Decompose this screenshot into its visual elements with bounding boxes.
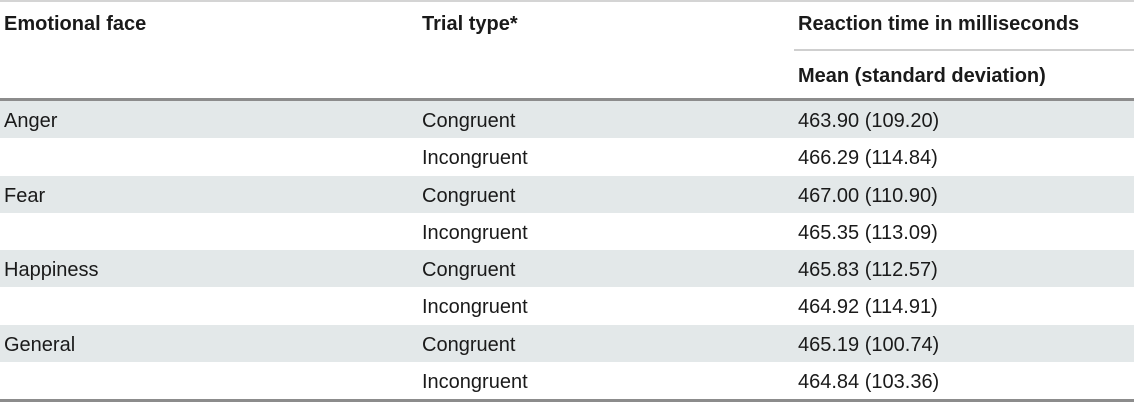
header-mean-sd: Mean (standard deviation): [798, 65, 1046, 87]
trial-type-cell: Congruent: [422, 333, 516, 356]
trial-type-cell: Incongruent: [422, 221, 528, 244]
top-divider: [0, 0, 1134, 2]
emotion-cell: Fear: [4, 184, 46, 207]
emotion-cell: General: [4, 333, 76, 356]
table-row: [0, 362, 1134, 399]
trial-type-cell: Congruent: [422, 184, 516, 207]
reaction-time-cell: 463.90 (109.20): [798, 110, 940, 132]
trial-type-cell: Incongruent: [422, 296, 528, 319]
header-spanner-divider: [794, 49, 1134, 51]
emotion-cell: Anger: [4, 110, 58, 132]
table-row: [0, 325, 1134, 362]
table-row: [0, 101, 1134, 138]
reaction-time-cell: 465.83 (112.57): [798, 259, 938, 281]
reaction-time-cell: 467.00 (110.90): [798, 184, 938, 207]
reaction-time-cell: 465.35 (113.09): [798, 221, 938, 244]
table-row: [0, 176, 1134, 213]
trial-type-cell: Incongruent: [422, 370, 528, 393]
trial-type-cell: Congruent: [422, 110, 516, 132]
bottom-divider: [0, 399, 1134, 402]
table-row: [0, 138, 1134, 175]
trial-type-cell: Congruent: [422, 259, 516, 281]
header-reaction-time: Reaction time in milliseconds: [798, 13, 1080, 35]
reaction-time-cell: 464.92 (114.91): [798, 296, 938, 319]
emotion-cell: Happiness: [4, 259, 99, 281]
header-trial-type: Trial type*: [422, 13, 518, 35]
table-row: [0, 213, 1134, 250]
table-row: [0, 250, 1134, 287]
reaction-time-cell: 466.29 (114.84): [798, 147, 938, 170]
table-body: [0, 101, 1134, 399]
table-row: [0, 287, 1134, 324]
reaction-time-cell: 465.19 (100.74): [798, 333, 940, 356]
trial-type-cell: Incongruent: [422, 147, 528, 170]
reaction-time-cell: 464.84 (103.36): [798, 370, 940, 393]
header-emotional-face: Emotional face: [4, 13, 147, 35]
